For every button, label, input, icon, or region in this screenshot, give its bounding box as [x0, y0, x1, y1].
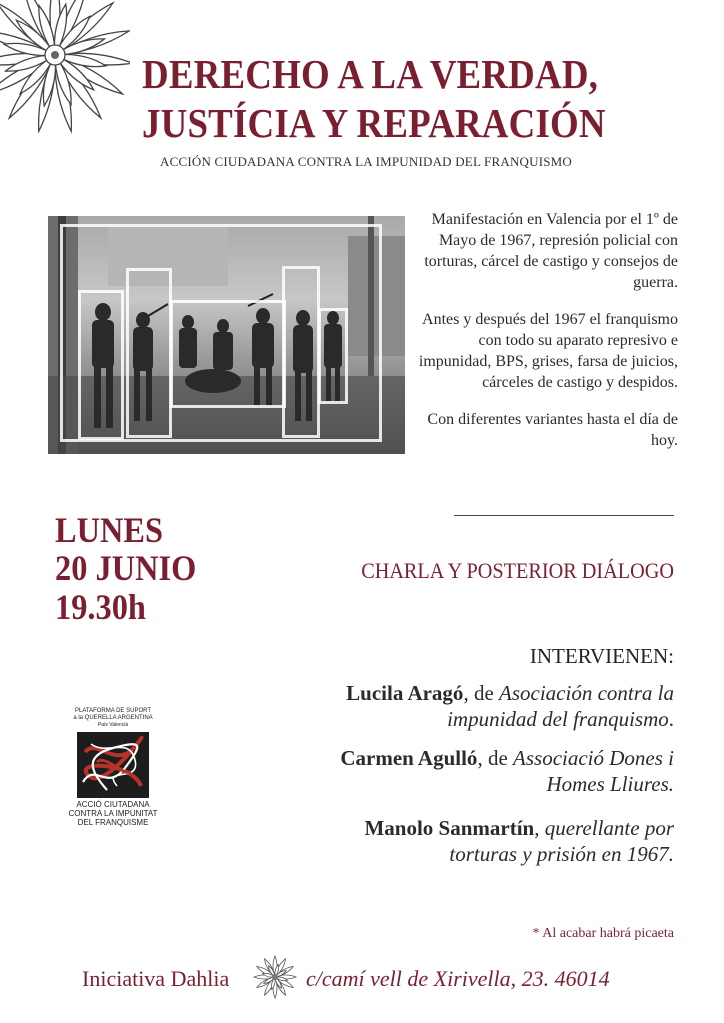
- photo-frame: [126, 268, 172, 438]
- photo-frame: [282, 266, 320, 438]
- logo-bottom-line-1: ACCIÓ CIUTADANA: [76, 800, 150, 809]
- logo-top-line-3: País Valencià: [97, 722, 129, 728]
- speaker-1: Lucila Aragó, de Asociación contra la impunidad del franquismo.: [346, 681, 674, 731]
- speaker-name: Lucila Aragó: [346, 681, 464, 705]
- photo-frame: [78, 290, 124, 440]
- platform-logo: [60, 708, 166, 827]
- dahlia-flower-icon: [252, 954, 298, 1000]
- title-line-1: DERECHO A LA VERDAD,: [142, 51, 599, 97]
- footer-org: Iniciativa Dahlia: [82, 966, 230, 991]
- logo-top-line-1: PLATAFORMA DE SUPORT: [74, 708, 151, 714]
- title-line-2: JUSTÍCIA Y REPARACIÓN: [142, 100, 606, 146]
- description-p2: Antes y después del 1967 el franquismo con todo su aparato represivo e impunidad, BPS, grises, farsa de juicios, cárceles de castigo y despidos.: [418, 311, 678, 391]
- footnote: * Al acabar habrá picaeta: [532, 926, 674, 941]
- footer-address: c/camí vell de Xirivella, 23. 46014: [306, 966, 610, 991]
- speakers-heading: INTERVIENEN:: [529, 644, 674, 668]
- date-date: 20 JUNIO: [55, 548, 197, 588]
- speaker-name: Carmen Agulló: [340, 746, 478, 770]
- logo-bottom-line-3: DEL FRANQUISME: [77, 818, 149, 827]
- subtitle: ACCIÓN CIUDADANA CONTRA LA IMPUNIDAD DEL FRANQUISMO: [160, 154, 573, 169]
- logo-top-line-2: a la QUERELLA ARGENTINA: [73, 715, 153, 721]
- photo-frame: [318, 308, 348, 404]
- speaker-2: Carmen Agulló, de Associació Dones i Homes Lliures.: [340, 746, 674, 796]
- event-type: CHARLA Y POSTERIOR DIÁLOGO: [361, 558, 674, 583]
- date-day: LUNES: [55, 510, 164, 550]
- speaker-3: Manolo Sanmartín, querellante por torturas y prisión en 1967.: [364, 816, 674, 866]
- divider: [454, 515, 674, 516]
- description-p3: Con diferentes variantes hasta el día de hoy.: [427, 411, 678, 449]
- description: [418, 209, 678, 467]
- photo-frame: [170, 300, 286, 408]
- description-p1: Manifestación en Valencia por el 1º de Mayo de 1967, represión policial con torturas, cárcel de castigo y consejos de guerra.: [424, 211, 678, 291]
- speaker-name: Manolo Sanmartín: [364, 816, 535, 840]
- date-time: 19.30h: [55, 587, 146, 627]
- logo-bottom-line-2: CONTRA LA IMPUNITAT: [68, 809, 158, 818]
- logo-knot-icon: [77, 732, 149, 798]
- protest-photo: [48, 216, 405, 454]
- dahlia-flower-icon: [0, 0, 130, 140]
